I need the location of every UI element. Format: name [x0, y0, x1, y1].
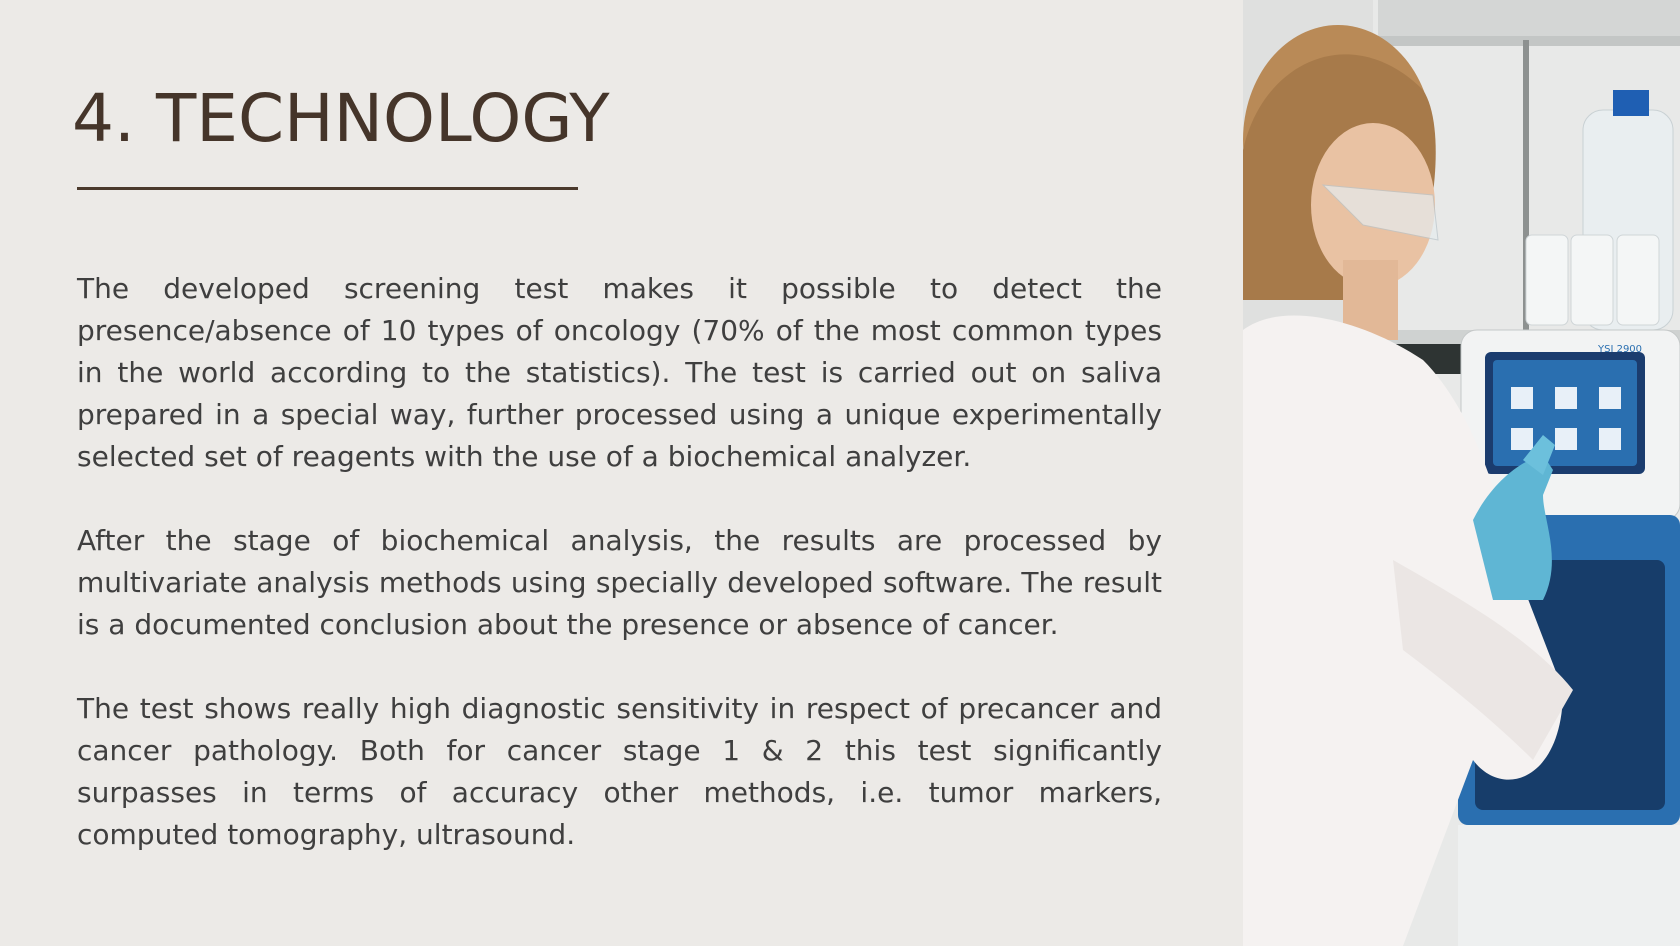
- lab-photo: [1243, 0, 1680, 946]
- paragraph-1: The developed screening test makes it possible to detect the presence/absence of 10 types of oncology (70% of the most common types in the world according to the statistics). The test is carried out on saliva prepared in a special way, further processed using a unique experimentally selected set of reagents with the use of a biochemical analyzer.: [77, 272, 1162, 473]
- title-underline: [77, 187, 578, 190]
- paragraph-2: After the stage of biochemical analysis, the results are processed by multivariate analysis methods using specially developed software. The result is a documented conclusion about the presence or absence of cancer.: [77, 524, 1162, 641]
- paragraph-3: The test shows really high diagnostic sensitivity in respect of precancer and cancer pathology. Both for cancer stage 1 & 2 this test significantly surpasses in terms of accuracy other methods, i.e. tumor markers, computed tomography, ultrasound.: [77, 692, 1162, 851]
- analyzer-label: YSI 2900: [1598, 344, 1643, 355]
- lab-photo-illustration: [1243, 0, 1680, 946]
- slide-title: 4. TECHNOLOGY: [72, 80, 610, 157]
- slide-body: [77, 268, 1162, 898]
